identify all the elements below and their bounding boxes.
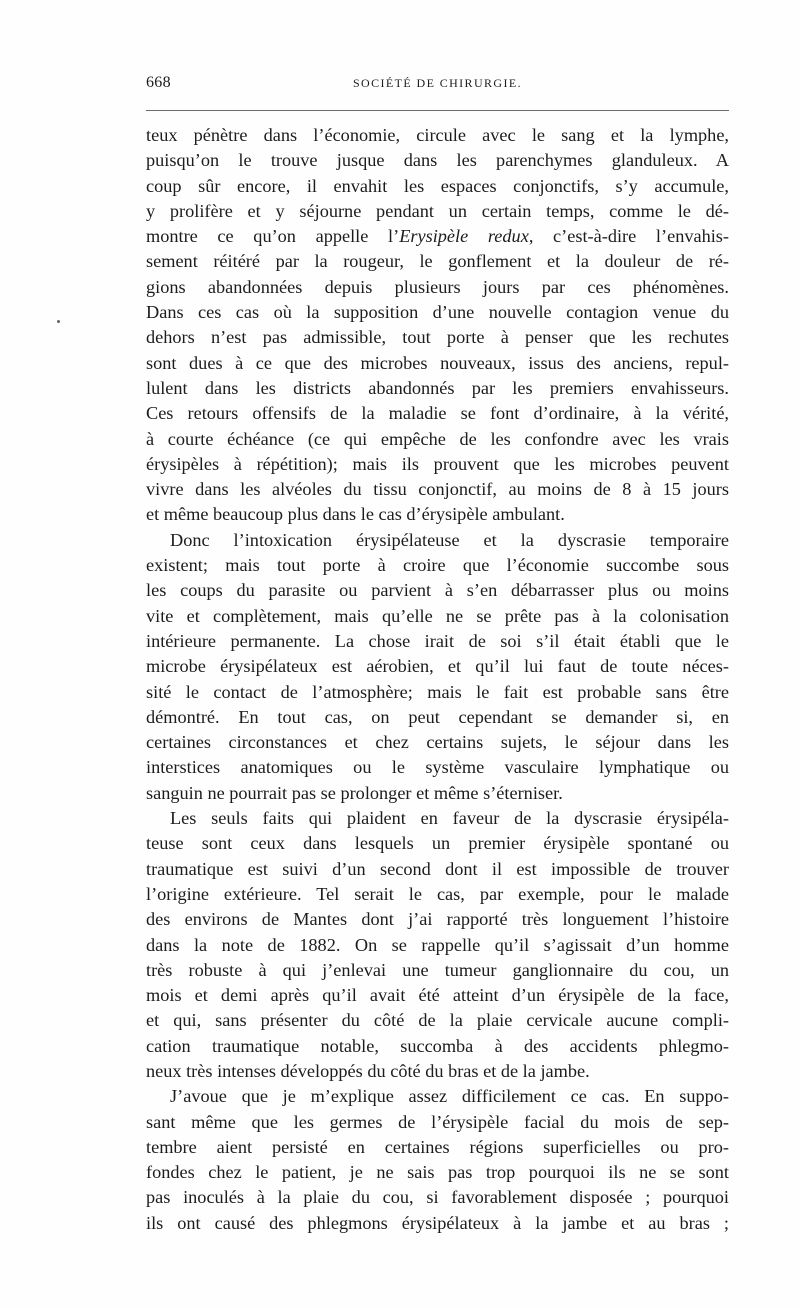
paragraph [146,528,729,806]
text-line: J’avoue que je m’explique assez difficilement ce cas. En suppo- [170,1086,729,1107]
text-line: ils ont causé des phlegmons érysipélateux à la jambe et au bras ; [146,1212,729,1233]
text-line: sant même que les germes de l’érysipèle facial du mois de sep- [146,1111,729,1132]
text-line: vite et complètement, mais qu’elle ne se prête pas à la colonisation [146,605,729,626]
text-line: coup sûr encore, il envahit les espaces conjonctifs, s’y accumule, [146,175,729,196]
text-line: puisqu’on le trouve jusque dans les parenchymes glanduleux. A [146,150,729,171]
text-line: démontré. En tout cas, on peut cependant se demander si, en [146,706,729,727]
italic-term: Erysipèle redux [399,226,529,247]
text-line: pas inoculés à la plaie du cou, si favorablement disposée ; pourquoi [146,1187,729,1208]
text-line: Ces retours offensifs de la maladie se font d’ordinaire, à la vérité, [146,403,729,424]
text-line: Dans ces cas où la supposition d’une nouvelle contagion venue du [146,302,729,323]
text-line: sont dues à ce que des microbes nouveaux, issus des anciens, repul- [146,352,729,373]
text-line: les coups du parasite ou parvient à s’en débarrasser plus ou moins [146,580,729,601]
text-line: sanguin ne pourrait pas se prolonger et même s’éterniser. [146,782,563,803]
text-line: Les seuls faits qui plaident en faveur de la dyscrasie érysipéla- [170,808,729,829]
text-line: interstices anatomiques ou le système vasculaire lymphatique ou [146,757,729,778]
text-line: fondes chez le patient, je ne sais pas trop pourquoi ils ne se sont [146,1162,729,1183]
text-line: vivre dans les alvéoles du tissu conjonctif, au moins de 8 à 15 jours [146,479,729,500]
text-line: y prolifère et y séjourne pendant un certain temps, comme le dé- [146,200,729,221]
text-line: gions abandonnées depuis plusieurs jours par ces phénomènes. [146,276,729,297]
text-line: des environs de Mantes dont j’ai rapporté très longuement l’histoire [146,909,729,930]
text-line: cation traumatique notable, succomba à des accidents phlegmo- [146,1035,729,1056]
text-line: certaines circonstances et chez certains sujets, le séjour dans les [146,732,729,753]
text-line: l’origine extérieure. Tel serait le cas, par exemple, pour le malade [146,883,729,904]
text-line: dehors n’est pas admissible, tout porte à penser que les rechutes [146,327,729,348]
text-line: mois et demi après qu’il avait été atteint d’un érysipèle de la face, [146,985,729,1006]
text-line: intérieure permanente. La chose irait de soi s’il était établi que le [146,630,729,651]
page-number: 668 [146,74,171,91]
text-line: teuse sont ceux dans lesquels un premier érysipèle spontané ou [146,833,729,854]
text-line: existent; mais tout porte à croire que l’économie succombe sous [146,555,729,576]
text-line: Donc l’intoxication érysipélateuse et la dyscrasie temporaire [170,529,729,550]
paragraph [146,123,729,528]
margin-speck [57,320,60,323]
text-line: érysipèles à répétition); mais ils prouvent que les microbes peuvent [146,453,729,474]
text-line: très robuste à qui j’enlevai une tumeur ganglionnaire du cou, un [146,959,729,980]
text-line: à courte échéance (ce qui empêche de les confondre avec les vrais [146,428,729,449]
text-line: dans la note de 1882. On se rappelle qu’il s’agissait d’un homme [146,934,729,955]
text-line: microbe érysipélateux est aérobien, et qu’il lui faut de toute néces- [146,656,729,677]
text-line: lulent dans les districts abandonnés par les premiers envahisseurs. [146,377,729,398]
text-line: et qui, sans présenter du côté de la plaie cervicale aucune compli- [146,1010,729,1031]
text-line: tembre aient persisté en certaines régions superficielles ou pro- [146,1136,729,1157]
page-header [146,74,729,98]
paragraph [146,806,729,1084]
running-head: SOCIÉTÉ DE CHIRURGIE. [352,76,523,90]
header-rule [146,110,729,111]
text-line: neux très intenses développés du côté du bras et de la jambe. [146,1060,590,1081]
text-line: sité le contact de l’atmosphère; mais le fait est probable sans être [146,681,729,702]
text-line: montre ce qu’on appelle l’Erysipèle redux, c’est-à-dire l’envahis- [146,226,729,247]
body-text [146,123,729,1236]
text-line: sement réitéré par la rougeur, le gonflement et la douleur de ré- [146,251,729,272]
text-line: et même beaucoup plus dans le cas d’érysipèle ambulant. [146,504,565,525]
paragraph [146,1084,729,1236]
text-line: teux pénètre dans l’économie, circule avec le sang et la lymphe, [146,125,729,145]
text-line: traumatique est suivi d’un second dont il est impossible de trouver [146,858,729,879]
